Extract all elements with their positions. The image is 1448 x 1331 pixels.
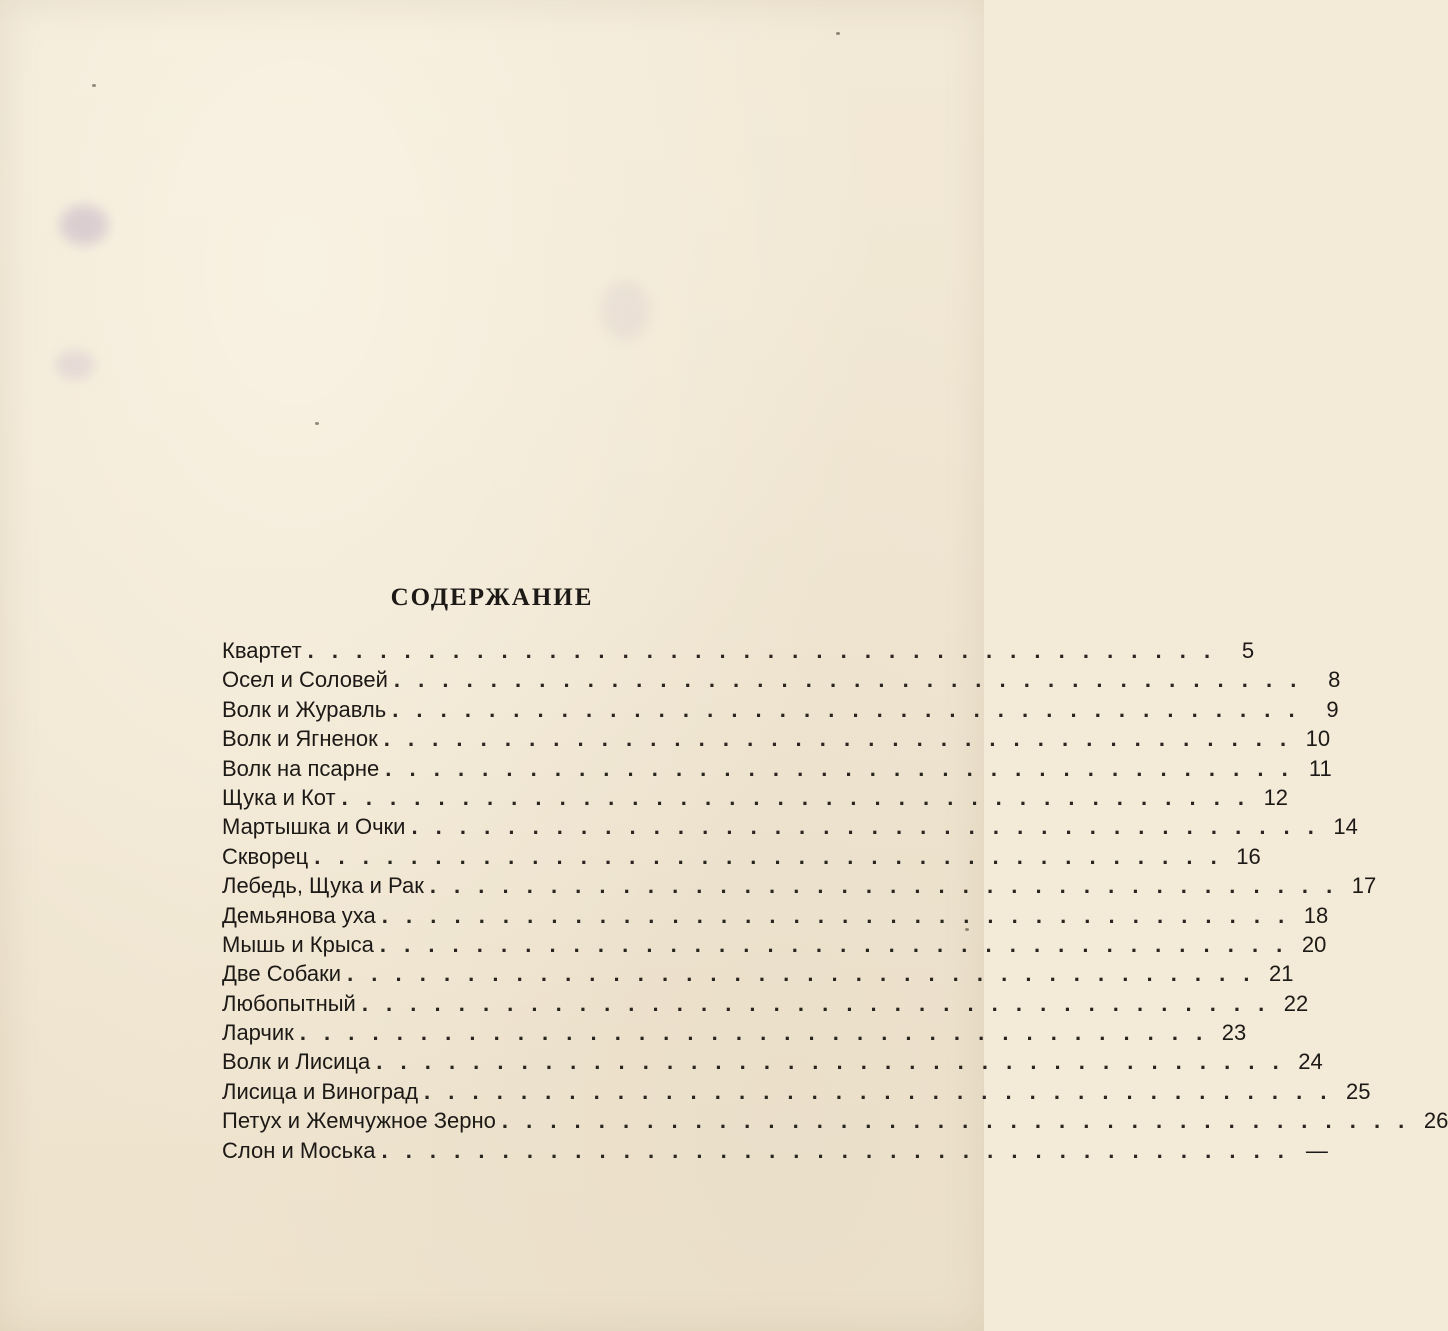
toc-dot-leader: . . . . . . . . . . . . . . . . . . . . . . . . . . . . . . . . . . . . . . [314, 843, 1223, 869]
toc-entry-title: Слон и Моська [222, 1137, 376, 1163]
toc-entry [222, 961, 1294, 990]
toc-entry-title: Скворец [222, 843, 309, 869]
toc-entry [222, 726, 1331, 755]
toc-page-number: 17 [1351, 873, 1377, 899]
toc-entry [222, 1108, 1448, 1137]
toc-entry [222, 696, 1339, 726]
toc-page-number: 21 [1269, 961, 1294, 987]
toc-dot-leader: . . . . . . . . . . . . . . . . . . . . . . . . . . . . . . . . . . . . . . [376, 1049, 1285, 1075]
toc-dot-leader: . . . . . . . . . . . . . . . . . . . . . . . . . . . . . . . . . . . . . . [299, 1020, 1209, 1046]
toc-entry-title: Волк и Ягненок [222, 726, 378, 752]
toc-entry [222, 931, 1327, 961]
toc-page-number: 11 [1308, 755, 1332, 781]
ink-speck [836, 32, 840, 35]
toc-heading: СОДЕРЖАНИЕ [390, 584, 594, 611]
toc-entry-title: Ларчик [222, 1020, 294, 1046]
toc-entry-title: Две Собаки [222, 961, 342, 987]
toc-entry-title: Щука и Кот [222, 784, 336, 810]
toc-page-number: — [1305, 1137, 1328, 1163]
ink-speck [92, 84, 96, 87]
toc-entry-title: Осел и Соловей [222, 667, 388, 693]
toc-page-number: 5 [1241, 638, 1255, 663]
toc-dot-leader: . . . . . . . . . . . . . . . . . . . . . . . . . . . . . . . . . . . . . . [341, 784, 1251, 810]
toc-dot-leader: . . . . . . . . . . . . . . . . . . . . . . . . . . . . . . . . . . . . . . [383, 726, 1293, 752]
toc-page-number: 10 [1305, 726, 1331, 752]
toc-page-number: 22 [1283, 990, 1309, 1016]
toc-page-number: 26 [1423, 1108, 1448, 1134]
toc-entry-title: Квартет [222, 638, 302, 663]
toc-dot-leader: . . . . . . . . . . . . . . . . . . . . . . . . . . . . . . . . . . . . . . [392, 696, 1301, 722]
toc-entry [222, 755, 1332, 785]
table-of-contents [222, 638, 1448, 1167]
toc-dot-leader: . . . . . . . . . . . . . . . . . . . . . . . . . . . . . . . . . . . . . . [381, 1137, 1290, 1163]
toc-page-number: 8 [1328, 667, 1341, 693]
toc-entry [222, 843, 1261, 873]
toc-entry-title: Петух и Жемчужное Зерно [222, 1108, 496, 1134]
toc-entry-title: Мышь и Крыса [222, 931, 374, 957]
toc-page-number: 25 [1346, 1078, 1371, 1104]
toc-entry [222, 1078, 1371, 1108]
toc-dot-leader: . . . . . . . . . . . . . . . . . . . . . . . . . . . . . . . . . . . . . . [501, 1108, 1411, 1134]
toc-dot-leader: . . . . . . . . . . . . . . . . . . . . . . . . . . . . . . . . . . . . . . [307, 638, 1217, 663]
toc-entry [222, 1020, 1247, 1049]
toc-dot-leader: . . . . . . . . . . . . . . . . . . . . . . . . . . . . . . . . . . . . . . [361, 990, 1271, 1016]
toc-page-number: 9 [1326, 696, 1339, 722]
toc-dot-leader: . . . . . . . . . . . . . . . . . . . . . . . . . . . . . . . . . . . . . . [385, 755, 1294, 781]
ink-smudge [55, 350, 95, 380]
toc-page-number: 20 [1301, 931, 1327, 957]
toc-dot-leader: . . . . . . . . . . . . . . . . . . . . . . . . . . . . . . . . . . . . . . [379, 931, 1289, 957]
toc-entry [222, 902, 1329, 932]
toc-entry [222, 638, 1255, 667]
toc-entry-title: Демьянова уха [222, 902, 376, 928]
ink-smudge [60, 205, 108, 245]
toc-entry [222, 1137, 1328, 1167]
toc-entry-title: Любопытный [222, 990, 356, 1016]
toc-entry [222, 873, 1377, 902]
ink-smudge [600, 280, 650, 340]
toc-page-number: 16 [1236, 843, 1261, 869]
toc-dot-leader: . . . . . . . . . . . . . . . . . . . . . . . . . . . . . . . . . . . . . . [347, 961, 1256, 987]
toc-entry-title: Волк и Лисица [222, 1049, 371, 1075]
toc-entry [222, 1049, 1323, 1078]
toc-entry [222, 784, 1289, 814]
toc-entry [222, 814, 1358, 843]
toc-page-number: 18 [1303, 902, 1329, 928]
toc-entry-title: Мартышка и Очки [222, 814, 406, 840]
toc-page-number: 14 [1333, 814, 1358, 840]
toc-dot-leader: . . . . . . . . . . . . . . . . . . . . . . . . . . . . . . . . . . . . . . [381, 902, 1291, 928]
toc-dot-leader: . . . . . . . . . . . . . . . . . . . . . . . . . . . . . . . . . . . . . . [393, 667, 1303, 693]
toc-entry-title: Волк на псарне [222, 755, 380, 781]
toc-entry [222, 990, 1309, 1020]
toc-page-number: 24 [1298, 1049, 1323, 1075]
toc-entry-title: Волк и Журавль [222, 696, 387, 722]
ink-speck [315, 422, 319, 425]
toc-entry [222, 667, 1341, 696]
toc-dot-leader: . . . . . . . . . . . . . . . . . . . . . . . . . . . . . . . . . . . . . . [411, 814, 1320, 840]
toc-entry-title: Лисица и Виноград [222, 1078, 419, 1104]
toc-page-number: 23 [1221, 1020, 1247, 1046]
toc-entry-title: Лебедь, Щука и Рак [222, 873, 424, 899]
toc-dot-leader: . . . . . . . . . . . . . . . . . . . . . . . . . . . . . . . . . . . . . . [424, 1078, 1333, 1104]
toc-page-number: 12 [1263, 784, 1289, 810]
toc-dot-leader: . . . . . . . . . . . . . . . . . . . . . . . . . . . . . . . . . . . . . . [429, 873, 1339, 899]
